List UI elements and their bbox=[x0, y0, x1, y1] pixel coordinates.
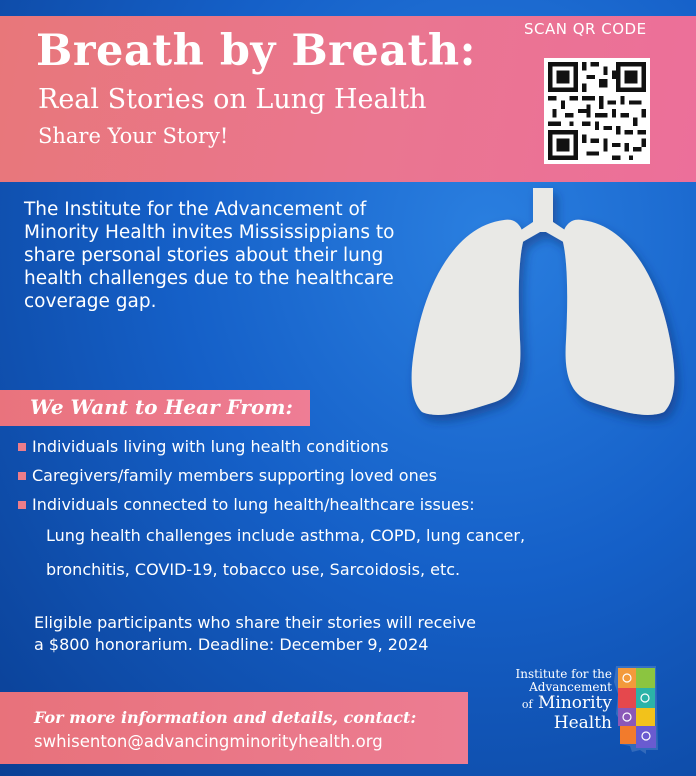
scan-qr-label: SCAN QR CODE bbox=[524, 20, 647, 38]
list-item bbox=[16, 490, 686, 519]
page-subtitle: Real Stories on Lung Health bbox=[38, 84, 427, 115]
mississippi-map-icon bbox=[612, 664, 660, 756]
hear-from-heading: We Want to Hear From: bbox=[30, 395, 293, 419]
bullet-icon bbox=[18, 501, 26, 509]
contact-email-link[interactable]: swhisenton@advancingminorityhealth.org bbox=[34, 732, 383, 751]
intro-paragraph: The Institute for the Advancement of Minority Health invites Mississippians to share personal stories about their lung health challenges due to the healthcare coverage gap. bbox=[24, 199, 395, 312]
list-item-text: Individuals living with lung health conditions bbox=[32, 437, 389, 456]
list-item-text: Individuals connected to lung health/healthcare issues: bbox=[32, 495, 475, 514]
eligibility-line-1: Eligible participants who share their stories will receive bbox=[34, 613, 476, 632]
logo-line-1: Institute for the bbox=[515, 667, 612, 681]
logo-line-3: Minority bbox=[537, 693, 612, 713]
list-item-text: Caregivers/family members supporting loved ones bbox=[32, 466, 437, 485]
conditions-detail: Lung health challenges include asthma, COPD, lung cancer, bronchitis, COVID-19, tobacco use, Sarcoidosis, etc. bbox=[46, 526, 526, 579]
qr-code-icon[interactable] bbox=[544, 58, 650, 164]
audience-list bbox=[16, 432, 686, 519]
eligibility-line-2: a $800 honorarium. Deadline: December 9, 2024 bbox=[34, 635, 429, 654]
bullet-icon bbox=[18, 472, 26, 480]
logo-line-4: Health bbox=[553, 713, 612, 733]
contact-label: For more information and details, contact: bbox=[34, 708, 417, 727]
list-item bbox=[16, 432, 686, 461]
page-title: Breath by Breath: bbox=[36, 26, 477, 76]
eligibility-note bbox=[34, 612, 574, 656]
lungs-illustration bbox=[400, 180, 690, 430]
share-tagline: Share Your Story! bbox=[38, 124, 229, 148]
logo-line-2: Advancement bbox=[529, 680, 612, 694]
contact-banner bbox=[0, 692, 468, 764]
logo-of: of bbox=[521, 698, 533, 711]
list-item bbox=[16, 461, 686, 490]
bullet-icon bbox=[18, 443, 26, 451]
institute-logo-text bbox=[496, 668, 612, 733]
